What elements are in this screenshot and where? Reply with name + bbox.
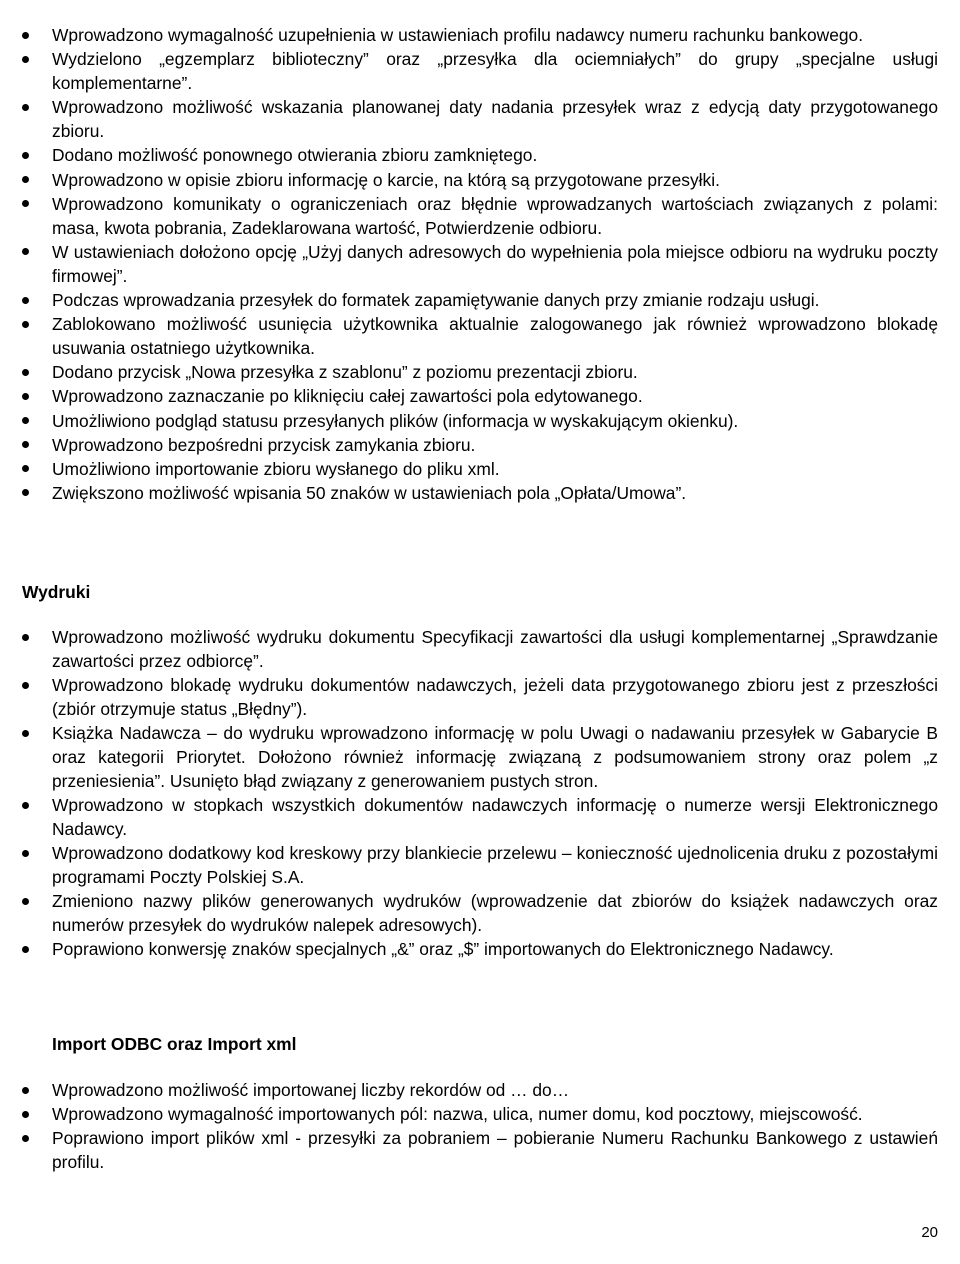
changes-list [0,23,960,505]
list-item: Wprowadzono bezpośredni przycisk zamykania zbioru. [0,433,960,457]
list-item: Wprowadzono możliwość wydruku dokumentu Specyfikacji zawartości dla usługi komplementarnej „Sprawdzanie zawartości przez odbiorcę”. [0,625,960,673]
list-item: Umożliwiono podgląd statusu przesyłanych plików (informacja w wyskakującym okienku). [0,409,960,433]
list-item: Wprowadzono wymagalność uzupełnienia w ustawieniach profilu nadawcy numeru rachunku bankowego. [0,23,960,47]
list-item: Poprawiono import plików xml - przesyłki za pobraniem – pobieranie Numeru Rachunku Bankowego z ustawień profilu. [0,1126,960,1174]
list-item: Wprowadzono blokadę wydruku dokumentów nadawczych, jeżeli data przygotowanego zbioru jest z przeszłości (zbiór otrzymuje status „Błędny”). [0,673,960,721]
list-item: Zablokowano możliwość usunięcia użytkownika aktualnie zalogowanego jak również wprowadzono blokadę usuwania ostatniego użytkownika. [0,312,960,360]
list-item: Zmieniono nazwy plików generowanych wydruków (wprowadzenie dat zbiorów do książek nadawczych oraz numerów przesyłek do wydruków nalepek adresowych). [0,889,960,937]
list-item: Wprowadzono dodatkowy kod kreskowy przy blankiecie przelewu – konieczność ujednolicenia druku z pozostałymi programami Poczty Polskiej S.A. [0,841,960,889]
list-item: Wprowadzono zaznaczanie po kliknięciu całej zawartości pola edytowanego. [0,384,960,408]
list-item: Wprowadzono w opisie zbioru informację o karcie, na którą są przygotowane przesyłki. [0,168,960,192]
list-item: Dodano przycisk „Nowa przesyłka z szablonu” z poziomu prezentacji zbioru. [0,360,960,384]
section-heading-wydruki: Wydruki [22,582,91,602]
wydruki-list [0,625,960,961]
list-item: Podczas wprowadzania przesyłek do formatek zapamiętywanie danych przy zmianie rodzaju usługi. [0,288,960,312]
list-item: Wprowadzono możliwość wskazania planowanej daty nadania przesyłek wraz z edycją daty przygotowanego zbioru. [0,95,960,143]
list-item: Dodano możliwość ponownego otwierania zbioru zamkniętego. [0,143,960,167]
import-list [0,1078,960,1174]
list-item: Wprowadzono komunikaty o ograniczeniach oraz błędnie wprowadzanych wartościach związanych z polami: masa, kwota pobrania, Zadeklarowana wartość, Potwierdzenie odbioru. [0,192,960,240]
list-item: Wprowadzono wymagalność importowanych pól: nazwa, ulica, numer domu, kod pocztowy, miejscowość. [0,1102,960,1126]
list-item: Wprowadzono możliwość importowanej liczby rekordów od … do… [0,1078,960,1102]
list-item: Zwiększono możliwość wpisania 50 znaków w ustawieniach pola „Opłata/Umowa”. [0,481,960,505]
list-item: Poprawiono konwersję znaków specjalnych „&” oraz „$” importowanych do Elektronicznego Nadawcy. [0,937,960,961]
list-item: Książka Nadawcza – do wydruku wprowadzono informację w polu Uwagi o nadawaniu przesyłek w Gabarycie B oraz kategorii Priorytet. Dołożono również informację związaną z podsumowaniem strony oraz polem „z przeniesienia”. Usunięto błąd związany z generowaniem pustych stron. [0,721,960,793]
list-item: Wydzielono „egzemplarz biblioteczny” oraz „przesyłka dla ociemniałych” do grupy „specjalne usługi komplementarne”. [0,47,960,95]
list-item: W ustawieniach dołożono opcję „Użyj danych adresowych do wypełnienia pola miejsce odbioru na wydruku poczty firmowej”. [0,240,960,288]
section-heading-import: Import ODBC oraz Import xml [52,1034,297,1054]
page-number: 20 [921,1224,938,1241]
list-item: Wprowadzono w stopkach wszystkich dokumentów nadawczych informację o numerze wersji Elektronicznego Nadawcy. [0,793,960,841]
list-item: Umożliwiono importowanie zbioru wysłanego do pliku xml. [0,457,960,481]
